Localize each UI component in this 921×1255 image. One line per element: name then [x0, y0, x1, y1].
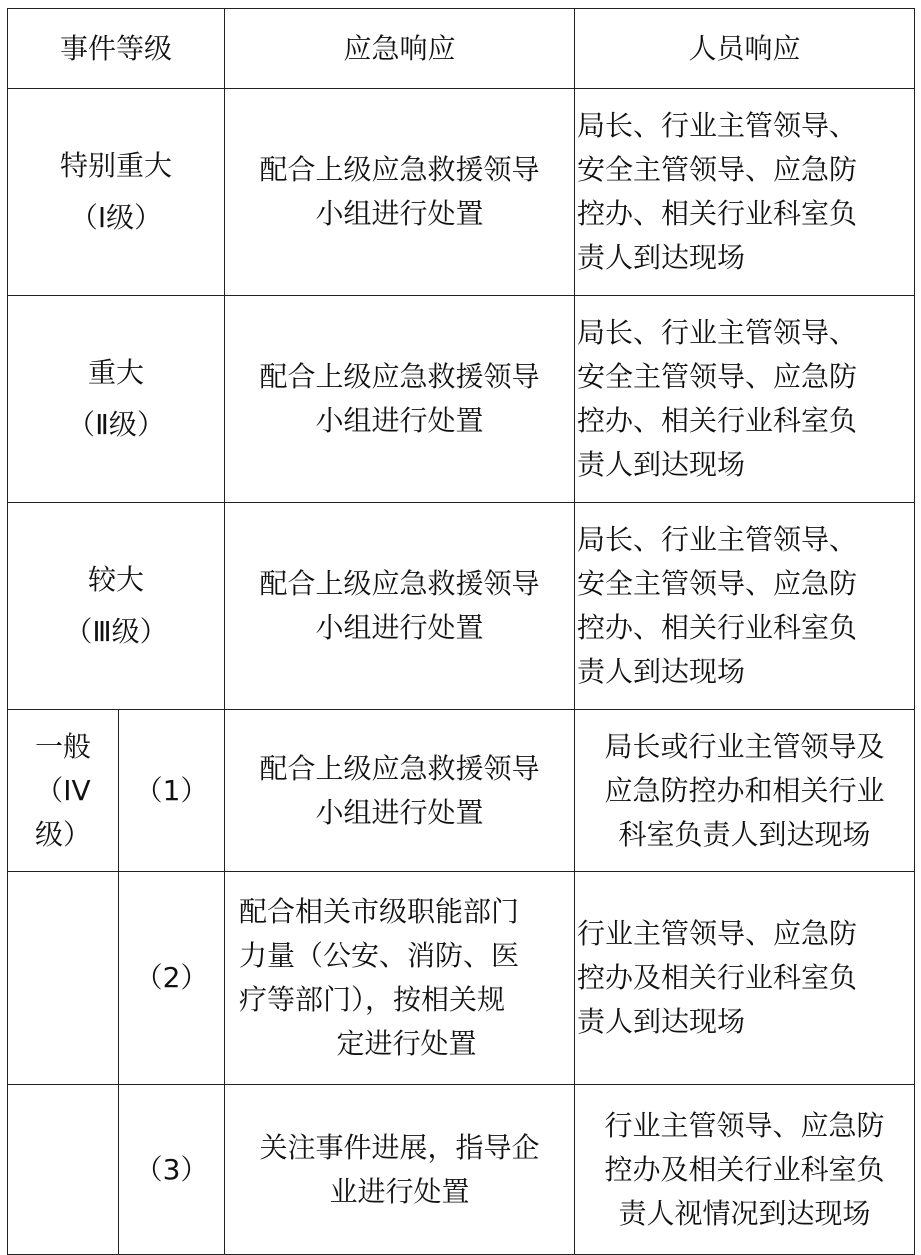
- table-row: [8, 872, 915, 1085]
- personnel-line: 安全主管领导、应急防: [577, 153, 858, 186]
- table-row: [8, 710, 915, 872]
- personnel-line: 安全主管领导、应急防: [577, 567, 858, 600]
- level-cell-empty: [8, 1085, 119, 1255]
- emergency-response-cell: [225, 710, 575, 872]
- emergency-response-table: [7, 8, 915, 1255]
- emergency-line: 配合上级应急救援领导: [259, 567, 540, 600]
- personnel-line: 控办及相关行业科室负: [577, 961, 858, 994]
- emergency-line: 配合相关市级职能部门: [239, 895, 520, 928]
- personnel-response-cell: [575, 710, 915, 872]
- header-emergency-response: 应急响应: [225, 9, 575, 89]
- emergency-response-cell: [225, 1085, 575, 1255]
- level-grade: （Ⅱ级）: [67, 408, 165, 441]
- emergency-line: 配合上级应急救援领导: [259, 360, 540, 393]
- emergency-line: 定进行处置: [336, 1027, 477, 1060]
- level-cell: [8, 89, 225, 296]
- level-name: 特别重大: [60, 149, 173, 182]
- emergency-line: 小组进行处置: [315, 404, 484, 437]
- sub-level-cell: （3）: [119, 1085, 225, 1255]
- personnel-line: 科室负责人到达现场: [618, 817, 871, 851]
- sub-level-cell: （2）: [119, 872, 225, 1085]
- personnel-line: 责人到达现场: [577, 1005, 746, 1038]
- personnel-line: 责人到达现场: [577, 448, 746, 481]
- level-line: （IV: [35, 773, 91, 807]
- level-name: 较大: [88, 563, 145, 596]
- table-row: [8, 89, 915, 296]
- personnel-line: 控办、相关行业科室负: [577, 404, 858, 437]
- table-row: [8, 503, 915, 710]
- personnel-line: 控办及相关行业科室负: [604, 1152, 885, 1186]
- personnel-line: 安全主管领导、应急防: [577, 360, 858, 393]
- emergency-response-cell: [225, 872, 575, 1085]
- table-row: [8, 1085, 915, 1255]
- level-cell: [8, 503, 225, 710]
- personnel-response-cell: [575, 1085, 915, 1255]
- emergency-line: 力量（公安、消防、医: [239, 939, 520, 972]
- personnel-line: 应急防控办和相关行业: [604, 773, 885, 807]
- level-line: 级）: [34, 817, 91, 851]
- level-cell: [8, 296, 225, 503]
- emergency-line: 配合上级应急救援领导: [259, 153, 540, 186]
- personnel-line: 责人到达现场: [577, 655, 746, 688]
- emergency-line: 业进行处置: [329, 1174, 470, 1208]
- personnel-response-cell: [575, 89, 915, 296]
- personnel-response-cell: [575, 872, 915, 1085]
- level-cell-general: [8, 710, 119, 872]
- personnel-response-cell: [575, 296, 915, 503]
- personnel-line: 行业主管领导、应急防: [577, 917, 858, 950]
- level-cell-empty: [8, 872, 119, 1085]
- emergency-line: 小组进行处置: [315, 611, 484, 644]
- level-line: 一般: [34, 729, 91, 763]
- emergency-response-cell: [225, 503, 575, 710]
- sub-level-cell: （1）: [119, 710, 225, 872]
- emergency-line: 关注事件进展，指导企: [259, 1130, 540, 1164]
- header-event-level: 事件等级: [8, 9, 225, 89]
- header-personnel-response: 人员响应: [575, 9, 915, 89]
- personnel-line: 局长、行业主管领导、: [577, 316, 858, 349]
- emergency-response-cell: [225, 89, 575, 296]
- personnel-line: 控办、相关行业科室负: [577, 197, 858, 230]
- emergency-response-cell: [225, 296, 575, 503]
- table-header-row: [8, 9, 915, 89]
- personnel-line: 行业主管领导、应急防: [604, 1108, 885, 1142]
- personnel-line: 责人视情况到达现场: [618, 1196, 871, 1230]
- emergency-line: 小组进行处置: [315, 795, 484, 829]
- personnel-line: 局长、行业主管领导、: [577, 109, 858, 142]
- personnel-line: 责人到达现场: [577, 241, 746, 274]
- level-name: 重大: [88, 356, 145, 389]
- emergency-line: 疗等部门），按相关规: [239, 983, 506, 1016]
- personnel-line: 控办、相关行业科室负: [577, 611, 858, 644]
- emergency-line: 小组进行处置: [315, 197, 484, 230]
- personnel-line: 局长或行业主管领导及: [604, 729, 885, 763]
- level-grade: （Ⅰ级）: [69, 201, 163, 234]
- personnel-line: 局长、行业主管领导、: [577, 523, 858, 556]
- level-grade: （Ⅲ级）: [64, 615, 168, 648]
- emergency-line: 配合上级应急救援领导: [259, 751, 540, 785]
- table-row: [8, 296, 915, 503]
- personnel-response-cell: [575, 503, 915, 710]
